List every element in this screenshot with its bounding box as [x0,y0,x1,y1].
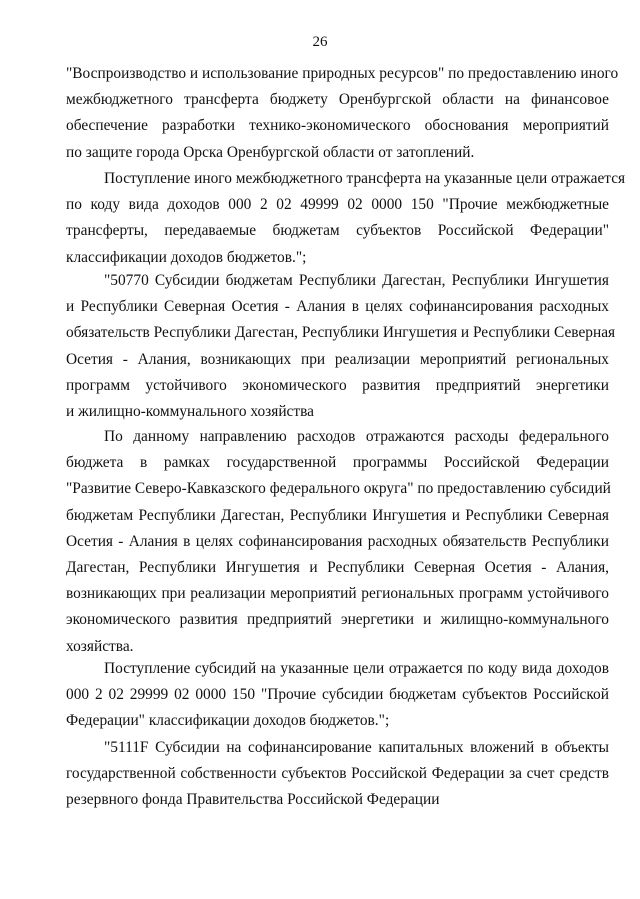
text-line: Осетия - Алания, возникающих при реализации мероприятий региональных [66,350,609,368]
paragraph [66,268,616,425]
text-line: хозяйства. [66,637,134,655]
text-line: Поступление иного межбюджетного трансферта на указанные цели отражается [104,170,626,187]
text-line: обеспечение разработки технико-экономического обоснования мероприятий [66,117,609,135]
text-line: программ устойчивого экономического развития предприятий энергетики [66,376,609,394]
text-line: "5111F Субсидии на софинансирование капитальных вложений в объекты [104,739,609,756]
text-line: возникающих при реализации мероприятий региональных программ устойчивого [66,585,609,603]
text-line: Дагестан, Республики Ингушетия и Республики Северная Осетия - Алания, [66,558,609,576]
text-line: бюджета в рамках государственной программы Российской Федерации [66,454,609,472]
text-line: экономического развития предприятий энергетики и жилищно-коммунального [66,611,609,629]
text-line: классификации доходов бюджетов."; [66,248,307,266]
text-line: По данному направлению расходов отражаются расходы федерального [104,428,609,445]
text-line: Осетия - Алания в целях софинансирования расходных обязательств Республики [66,532,609,550]
text-line: по защите города Орска Оренбургской области от затоплений. [66,143,475,161]
text-line: 000 2 02 29999 02 0000 150 "Прочие субсидии бюджетам субъектов Российской [66,686,609,704]
paragraph [66,424,609,660]
text-line: государственной собственности субъектов Российской Федерации за счет средств [66,765,609,783]
text-line: Федерации" классификации доходов бюджетов."; [66,712,390,730]
paragraph [66,61,619,166]
text-line: "Воспроизводство и использование природных ресурсов" по предоставлению иного [66,65,619,82]
text-line: по коду вида доходов 000 2 02 49999 02 0000 150 "Прочие межбюджетные [66,196,609,214]
text-line: Поступление субсидий на указанные цели отражается по коду вида доходов [104,660,609,677]
text-line: обязательств Республики Дагестан, Республики Ингушетия и Республики Северная [66,324,616,342]
text-line: резервного фонда Правительства Российской Федерации [66,791,440,809]
text-line: межбюджетного трансферта бюджету Оренбургской области на финансовое [66,91,609,109]
text-line: "50770 Субсидии бюджетам Республики Дагестан, Республики Ингушетия [104,272,609,289]
paragraph [66,656,609,735]
text-line: бюджетам Республики Дагестан, Республики Ингушетия и Республики Северная [66,506,609,524]
paragraph [66,166,626,271]
text-line: трансферты, передаваемые бюджетам субъектов Российской Федерации" [66,222,609,240]
page-number: 26 [312,34,328,50]
text-line: и жилищно-коммунального хозяйства [66,402,315,420]
paragraph [66,735,609,814]
text-line: "Развитие Северо-Кавказского федерального округа" по предоставлению субсидий [66,480,611,498]
text-line: и Республики Северная Осетия - Алания в целях софинансирования расходных [66,298,609,316]
